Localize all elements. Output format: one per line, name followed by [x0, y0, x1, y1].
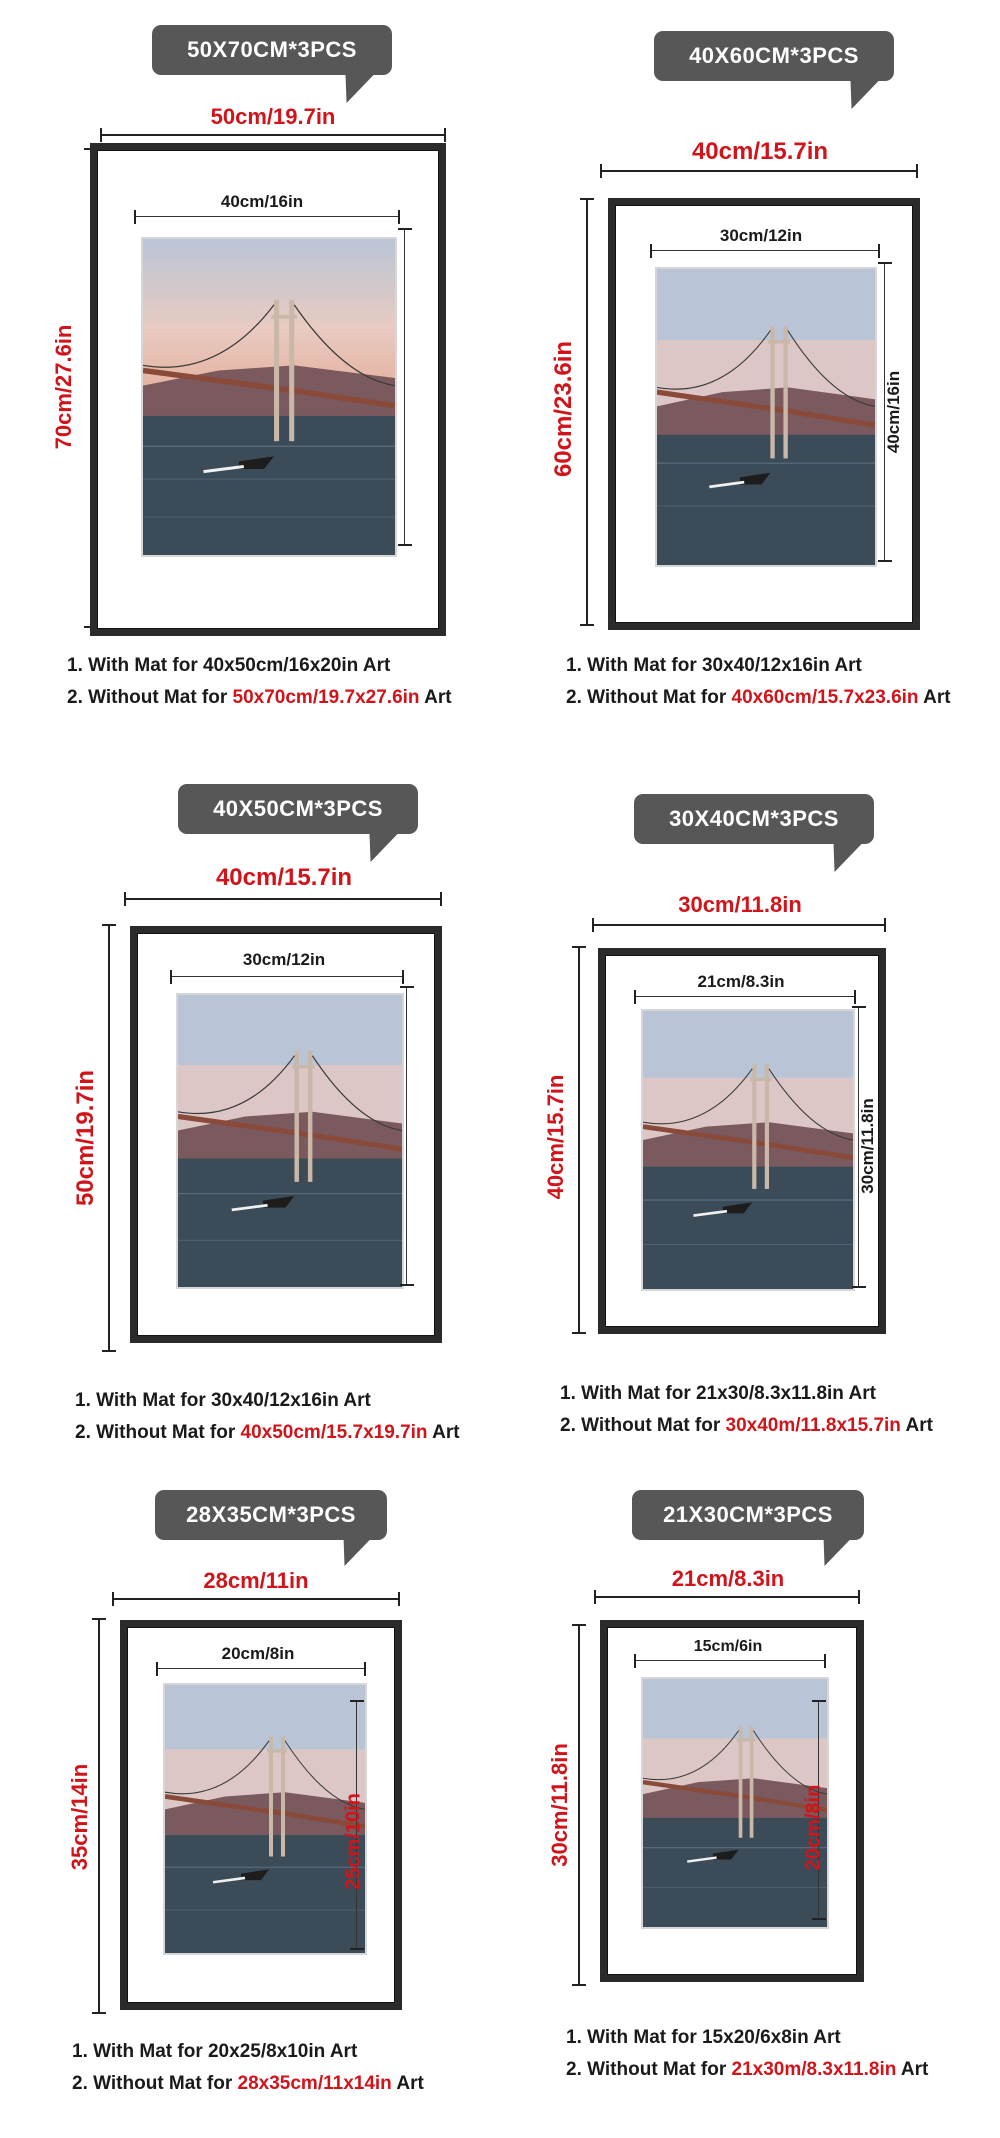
- bridge-photo-icon: [641, 1009, 855, 1291]
- outer-width-dimension-line: [592, 924, 886, 926]
- outer-width-dimension-line: [600, 170, 918, 172]
- mat-width-dimension-line: [634, 996, 856, 997]
- mat-width-label: 40cm/16in: [220, 192, 304, 211]
- badge-tail: [333, 1536, 374, 1566]
- badge-tail: [840, 79, 881, 109]
- product-notes: [566, 650, 951, 714]
- mat-width-label: 15cm/6in: [693, 1638, 763, 1655]
- outer-width-dimension-line: [124, 898, 442, 900]
- bridge-photo-icon: [641, 1677, 829, 1929]
- mat-height-dimension-line: [406, 986, 407, 1286]
- outer-height-label: 40cm/15.7in: [543, 1074, 568, 1200]
- mat-height-dimension-line: [404, 228, 405, 546]
- mat-width-label: 21cm/8.3in: [697, 972, 785, 991]
- note-with-mat: 1. With Mat for 15x20/6x8in Art: [566, 2027, 841, 2048]
- size-badge: 50X70CM*3PCS: [152, 25, 392, 75]
- product-notes: [67, 650, 452, 714]
- mat-width-label: 30cm/12in: [242, 950, 326, 969]
- mat-width-dimension-line: [170, 976, 404, 977]
- outer-width-dimension-line: [100, 134, 446, 136]
- note-without-mat: 2. Without Mat for 40x50cm/15.7x19.7in Art: [75, 1422, 460, 1443]
- badge-tail: [335, 73, 376, 103]
- outer-width-label: 40cm/15.7in: [215, 864, 353, 891]
- outer-width-dimension-line: [594, 1596, 860, 1598]
- mat-width-dimension-line: [156, 1668, 366, 1669]
- bridge-photo-icon: [655, 267, 877, 567]
- badge-tail: [813, 1536, 854, 1566]
- outer-height-label: 30cm/11.8in: [547, 1743, 572, 1867]
- note-without-mat: 2. Without Mat for 30x40m/11.8x15.7in Art: [560, 1415, 933, 1436]
- note-without-mat: 2. Without Mat for 40x60cm/15.7x23.6in Art: [566, 687, 951, 708]
- mat-height-label: 20cm/8in: [802, 1784, 825, 1871]
- product-notes: [75, 1385, 460, 1449]
- outer-height-dimension-line: [578, 1624, 580, 1986]
- outer-height-dimension-line: [586, 198, 588, 626]
- size-badge: 40X60CM*3PCS: [654, 31, 894, 81]
- size-badge: 28X35CM*3PCS: [155, 1490, 387, 1540]
- note-with-mat: 1. With Mat for 40x50cm/16x20in Art: [67, 655, 391, 676]
- outer-width-label: 30cm/11.8in: [678, 892, 802, 917]
- mat-width-label: 30cm/12in: [719, 226, 803, 245]
- picture-frame: [598, 948, 886, 1334]
- badge-tail: [359, 832, 400, 862]
- picture-frame: [608, 198, 920, 630]
- outer-width-label: 21cm/8.3in: [671, 1566, 785, 1591]
- note-without-mat: 2. Without Mat for 50x70cm/19.7x27.6in Art: [67, 687, 452, 708]
- note-without-mat: 2. Without Mat for 28x35cm/11x14in Art: [72, 2073, 424, 2094]
- bridge-photo-icon: [176, 993, 404, 1289]
- outer-width-dimension-line: [112, 1598, 400, 1600]
- outer-height-dimension-line: [98, 1618, 100, 2014]
- outer-height-label: 35cm/14in: [67, 1763, 92, 1871]
- outer-height-dimension-line: [108, 924, 110, 1352]
- mat-width-label: 20cm/8in: [221, 1644, 295, 1663]
- outer-width-label: 50cm/19.7in: [210, 104, 336, 129]
- note-with-mat: 1. With Mat for 21x30/8.3x11.8in Art: [560, 1383, 876, 1404]
- note-with-mat: 1. With Mat for 30x40/12x16in Art: [566, 655, 862, 676]
- mat-height-label: 30cm/11.8in: [858, 1098, 877, 1194]
- bridge-photo-icon: [163, 1683, 367, 1955]
- note-with-mat: 1. With Mat for 30x40/12x16in Art: [75, 1390, 371, 1411]
- size-badge: 30X40CM*3PCS: [634, 794, 874, 844]
- badge-tail: [823, 842, 864, 872]
- size-badge: 40X50CM*3PCS: [178, 784, 418, 834]
- product-notes: [72, 2036, 424, 2100]
- outer-height-label: 70cm/27.6in: [51, 324, 76, 450]
- size-badge: 21X30CM*3PCS: [632, 1490, 864, 1540]
- outer-height-label: 50cm/19.7in: [72, 1069, 99, 1207]
- outer-width-label: 40cm/15.7in: [691, 138, 829, 165]
- outer-height-label: 60cm/23.6in: [550, 340, 577, 478]
- mat-width-dimension-line: [634, 1660, 826, 1661]
- note-without-mat: 2. Without Mat for 21x30m/8.3x11.8in Art: [566, 2059, 929, 2080]
- product-notes: [560, 1378, 933, 1442]
- mat-width-dimension-line: [134, 216, 400, 217]
- note-with-mat: 1. With Mat for 20x25/8x10in Art: [72, 2041, 358, 2062]
- product-notes: [566, 2022, 928, 2086]
- bridge-photo-icon: [141, 237, 397, 557]
- mat-height-label: 40cm/16in: [884, 370, 903, 454]
- outer-width-label: 28cm/11in: [203, 1568, 309, 1593]
- outer-height-dimension-line: [578, 946, 580, 1334]
- mat-width-dimension-line: [650, 250, 880, 251]
- mat-height-label: 25cm/10in: [342, 1793, 365, 1890]
- picture-frame: [130, 926, 442, 1343]
